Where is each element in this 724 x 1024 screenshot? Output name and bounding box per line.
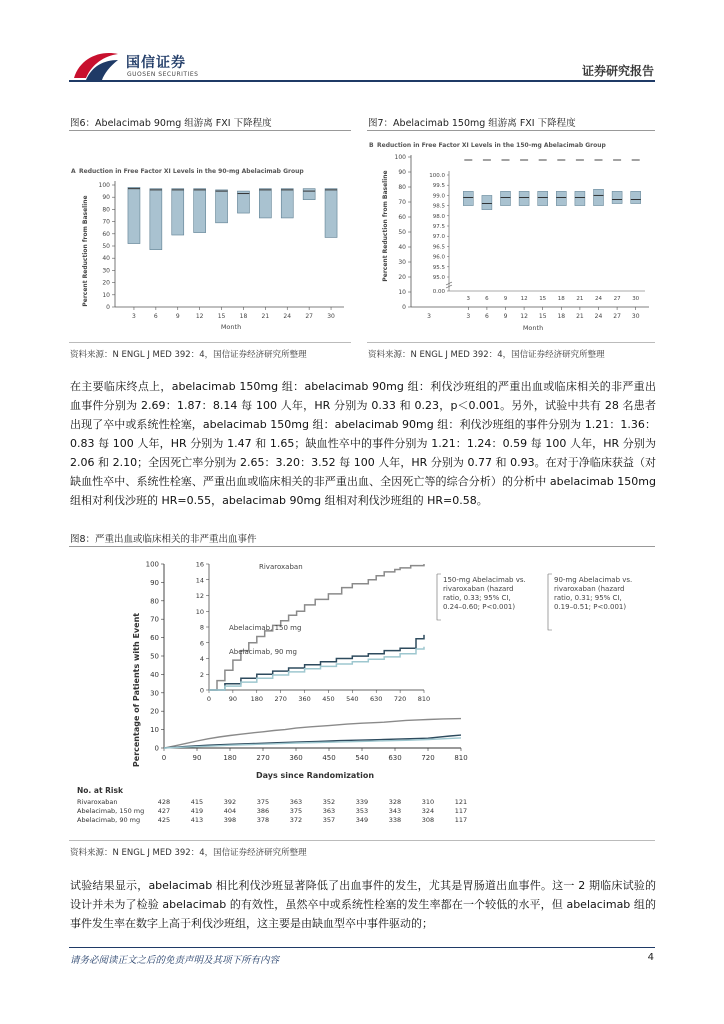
risk-cell: 117	[454, 807, 468, 815]
chartA-bar	[281, 189, 293, 218]
brand-logo	[70, 48, 200, 84]
chartA-xtick-label: 15	[217, 313, 226, 320]
footer-rule	[69, 947, 655, 948]
chartC-inset-xtick-label: 540	[346, 695, 359, 703]
chartB-inset-xtick-label: 24	[595, 296, 602, 302]
chartB-inset-ytick-label: 99.0	[432, 193, 445, 200]
chartB-xtick-label: 27	[613, 313, 621, 320]
risk-cell: 121	[454, 798, 468, 806]
body-paragraph-2: 试验结果显示，abelacimab 相比利伐沙班显著降低了出血事件的发生，尤其是胃肠道出血事件。这一 2 期临床试验的设计并未为了检验 abelacimab 的有效性，虽然卒中或系统性栓塞的发生率都在一个较低的水平，但 abelacimab 组的事件发生率在数字上高于利伐沙班组，这主要是由缺血型卒中事件驱动的；	[70, 879, 656, 930]
risk-row-name: Abelacimab, 150 mg	[77, 807, 145, 815]
chartB-inset-ytick-label: 97.0	[432, 234, 445, 241]
chartC-inset-ytick-label: 0	[199, 686, 204, 695]
chartC-ytick-label: 10	[150, 726, 159, 735]
risk-cell: 415	[190, 798, 204, 806]
chartC-ylabel: Percentage of Patients with Event	[132, 612, 141, 768]
chartA-xtick-label: 3	[132, 313, 136, 320]
chartB-ytick-label: 90	[398, 169, 406, 176]
page-number: 4	[647, 952, 654, 963]
fig6-chart	[69, 131, 351, 341]
chartC-xtick-label: 720	[421, 754, 435, 762]
annotation-150mg-bracket	[437, 574, 441, 620]
chartC-inset-xtick-label: 720	[393, 695, 407, 703]
chartB-box	[463, 191, 473, 205]
chartC-ytick-label: 0	[154, 744, 159, 753]
chartB-inset-xtick-label: 27	[613, 296, 621, 302]
chartC-xtick-label: 540	[355, 754, 369, 762]
chartB-ytick-label: 100	[394, 154, 406, 161]
risk-row-name: Rivaroxaban	[77, 798, 118, 806]
chartC-xtick-label: 0	[161, 754, 167, 762]
chartC-xtick-label: 360	[289, 754, 303, 762]
chartC-ytick-label: 60	[150, 634, 159, 643]
chartB-inset-ytick-label: 0.00	[432, 289, 445, 295]
chartC-ytick-label: 50	[150, 652, 159, 661]
risk-cell: 117	[454, 816, 468, 824]
risk-cell: 419	[190, 807, 204, 815]
chartA-bar	[303, 189, 315, 200]
chartB-box	[519, 191, 529, 205]
report-type: 证券研究报告	[581, 64, 654, 78]
brand-name-cn: 国信证券	[126, 55, 186, 71]
chartB-title: Reduction in Free Factor XI Levels in the 150-mg Abelacimab Group	[377, 142, 606, 149]
chartA-xtick-label: 27	[305, 313, 313, 320]
risk-cell: 378	[256, 816, 270, 824]
chartC-xtick-label: 180	[223, 754, 237, 762]
chartB-inset-ytick-label: 100.0	[429, 173, 445, 179]
chartA-title: Reduction in Free Factor XI Levels in the 90-mg Abelacimab Group	[79, 168, 304, 175]
risk-cell: 392	[223, 798, 237, 806]
chartA-xtick-label: 30	[327, 313, 335, 320]
chartB-inset-ytick-label: 96.0	[432, 254, 445, 261]
risk-cell: 352	[322, 798, 336, 806]
chartA-bar	[172, 189, 184, 235]
fig8-top-rule	[69, 546, 655, 547]
chartA-xtick-label: 6	[153, 313, 158, 320]
risk-cell: 310	[421, 798, 435, 806]
risk-cell: 428	[157, 798, 171, 806]
chartB-inset-xtick-label: 15	[539, 296, 547, 302]
risk-cell: 349	[355, 816, 369, 824]
risk-cell: 386	[256, 807, 270, 815]
chartC-series-label: Abelacimab, 150 mg	[229, 624, 302, 632]
chartA-ytick-label: 50	[102, 243, 110, 250]
risk-cell: 375	[289, 807, 303, 815]
chartC-inset-ytick-label: 10	[195, 607, 204, 616]
chartA-bar	[325, 189, 337, 238]
chartA-xtick-label: 12	[195, 313, 204, 320]
chartC-xlabel: Days since Randomization	[255, 771, 375, 780]
risk-cell: 324	[421, 807, 435, 815]
fig7-bottom-rule	[367, 342, 655, 343]
chartA-xlabel: Month	[220, 323, 242, 331]
chartB-box	[575, 191, 585, 205]
chartA-ytick-label: 60	[102, 230, 110, 238]
chartA-ytick-label: 10	[102, 291, 110, 299]
chartB-ytick-label: 70	[398, 199, 406, 206]
risk-table	[77, 798, 467, 824]
fig8-chart-area	[69, 550, 655, 839]
chartB-inset-xtick-label: 12	[520, 296, 528, 302]
fig7-caption: 图7：Abelacimab 150mg 组游离 FXI 下降程度	[368, 118, 576, 129]
fig8-chart	[69, 550, 655, 835]
chartB-inset-ytick-label: 96.5	[432, 244, 445, 251]
chartC-inset-xtick-label: 90	[228, 695, 238, 703]
annotation-90mg-text: 90-mg Abelacimab vs. rivaroxaban (hazard ratio, 0.31; 95% CI, 0.19–0.51; P<0.001)	[554, 576, 633, 611]
chartC-xtick-label: 810	[454, 754, 468, 762]
risk-cell: 357	[322, 816, 336, 824]
chartC-inset-ytick-label: 16	[195, 560, 204, 569]
chartC-inset-ytick-label: 6	[199, 639, 204, 648]
fig7-chart	[367, 131, 655, 341]
chartA-bar	[237, 191, 249, 213]
chartB-xtick-label: 30	[631, 313, 640, 320]
chartC-inset-ytick-label: 12	[195, 592, 204, 600]
chartA-panel-label: A	[71, 168, 76, 175]
chartB-ytick-label: 60	[398, 214, 406, 221]
chartB-inset-xtick-label: 3	[466, 296, 471, 302]
chartA-bar	[259, 189, 271, 218]
chartA-bar	[150, 189, 162, 250]
chartB-inset-ytick-label: 97.5	[432, 224, 445, 230]
annotation-150mg-text: 150-mg Abelacimab vs. rivaroxaban (hazard ratio, 0.33; 95% CI, 0.24–0.60; P<0.001)	[443, 576, 526, 611]
chartC-inset-xtick-label: 0	[206, 695, 212, 703]
chartA-ytick-label: 90	[102, 194, 110, 202]
chartB-inset-xtick-label: 21	[576, 296, 584, 302]
chartB-box	[594, 189, 604, 205]
chartB-ytick-label: 80	[398, 184, 406, 191]
chartA-xtick-label: 18	[239, 313, 248, 320]
chartB-inset-ytick-label: 99.5	[432, 183, 445, 190]
annotation-90mg-bracket	[548, 574, 552, 630]
risk-table-title: No. at Risk	[77, 786, 123, 795]
chartA-xtick-label: 24	[283, 313, 292, 320]
chartC-inset-ytick-label: 2	[199, 670, 204, 679]
chartC-ytick-label: 20	[150, 707, 159, 716]
fig8-source: 资料来源：N ENGL J MED 392：4，国信证券经济研究所整理	[70, 848, 307, 858]
footer-disclaimer: 请务必阅读正文之后的免责声明及其项下所有内容	[70, 955, 280, 966]
chartA-bar	[216, 190, 228, 223]
risk-cell: 339	[355, 798, 369, 806]
chartB-xtick-label: 15	[538, 313, 547, 320]
risk-cell: 338	[388, 816, 402, 824]
chartC-xtick-label: 450	[322, 754, 336, 762]
chartC-inset-xtick-label: 630	[370, 695, 383, 703]
chartC-series-label: Rivaroxaban	[259, 563, 303, 571]
chartB-box	[556, 191, 566, 205]
chartC-ytick-label: 40	[150, 670, 159, 679]
risk-cell: 363	[289, 798, 303, 806]
chartB-ytick-label: 0	[402, 304, 406, 311]
chartB-xtick-label: 9	[503, 313, 508, 320]
chartB-ylabel: Percent Reduction from Baseline	[382, 170, 389, 282]
chartB-inset-xtick-label: 9	[503, 296, 508, 302]
risk-cell: 398	[223, 816, 237, 824]
annotation-150mg	[443, 576, 526, 611]
risk-cell: 308	[421, 816, 435, 824]
chartA-bar	[128, 187, 140, 243]
chartC-inset-ytick-label: 8	[199, 623, 204, 632]
chartC-inset-xtick-label: 270	[274, 695, 287, 703]
chartC-ytick-label: 90	[150, 578, 159, 587]
chartB-xtick-label: 24	[594, 313, 603, 320]
chartC-inset-ytick-label: 14	[195, 576, 204, 585]
chartA-ytick-label: 0	[106, 304, 110, 311]
risk-cell: 427	[157, 807, 171, 815]
chartA-xtick-label: 21	[261, 313, 270, 320]
chartB-xtick-label: 3	[466, 313, 471, 320]
chartC-ytick-label: 100	[145, 560, 159, 569]
chartB-xtick-label: 6	[484, 313, 489, 320]
risk-cell: 353	[355, 807, 369, 815]
chartC-inset-xtick-label: 360	[298, 695, 311, 703]
chartB-panel-label: B	[369, 142, 374, 149]
chartB-inset-xtick-label: 30	[632, 296, 640, 302]
chartB-box	[631, 191, 641, 203]
chartB-box	[612, 191, 622, 203]
chartC-inset-xtick-label: 180	[250, 695, 263, 703]
brand-name-en: GUOSEN SECURITIES	[127, 71, 199, 78]
fig6-bottom-rule	[69, 342, 351, 343]
chartA-ytick-label: 20	[102, 279, 110, 287]
fig6-source: 资料来源：N ENGL J MED 392：4，国信证券经济研究所整理	[70, 350, 307, 360]
chartA-xtick-label: 9	[175, 313, 180, 320]
chartC-series-label: Abelacimab, 90 mg	[229, 648, 297, 656]
risk-cell: 372	[289, 816, 303, 824]
chartC-ytick-label: 70	[150, 615, 159, 624]
risk-cell: 343	[388, 807, 402, 815]
chartA-ytick-label: 70	[102, 218, 110, 226]
chartA-ytick-label: 100	[98, 182, 110, 189]
chartB-box	[482, 195, 492, 209]
fig8-caption: 图8：严重出血或临床相关的非严重出血事件	[70, 534, 257, 545]
chartA-ytick-label: 40	[102, 255, 110, 263]
chartB-ytick-label: 50	[398, 229, 406, 236]
chartC-xtick-label: 270	[256, 754, 270, 762]
chartB-xlabel: Month	[522, 324, 544, 332]
chartB-box	[538, 191, 548, 205]
chartA-ytick-label: 80	[102, 206, 110, 214]
chartA-ytick-label: 30	[102, 267, 110, 275]
chartB-inset-ytick-label: 95.5	[432, 264, 445, 271]
fig8-bottom-rule	[69, 840, 655, 841]
chartC-xtick-label: 630	[388, 754, 402, 762]
risk-row-name: Abelacimab, 90 mg	[77, 816, 141, 824]
chartB-inset-ytick-label: 95.0	[432, 275, 445, 281]
body-paragraph-1: 在主要临床终点上，abelacimab 150mg 组：abelacimab 90mg 组：利伐沙班组的严重出血或临床相关的非严重出血事件分别为 2.69：1.87：8.14 每 100 人年，HR 分别为 0.33 和 0.23，p＜0.001。另外，试验中共有 28 名患者出现了卒中或系统性栓塞，abelacimab 150mg 组：abelacimab 90mg 组：利伐沙班组的事件分别为 1.21：1.36：0.83 每 100 人年，HR 分别为 1.47 和 1.65；缺血性卒中的事件分别为 1.21：1.24：0.59 每 100 人年，HR 分别为 2.06 和 2.10；全因死亡率分别为 2.65：3.20：3.52 每 100 人年，HR 分别为 0.77 和 0.93。在对于净临床获益（对缺血性卒中、系统性栓塞、严重出血或临床相关的非严重出血、全因死亡等的综合分析）的分析中 abelacimab 150mg 组相对利伐沙班的 HR=0.55，abelacimab 90mg 组相对利伐沙班组的 HR=0.58。	[70, 380, 656, 507]
risk-cell: 328	[388, 798, 402, 806]
risk-cell: 425	[157, 816, 171, 824]
chartB-inset-xtick-label: 18	[557, 296, 565, 302]
chartA-bar	[194, 189, 206, 233]
risk-cell: 404	[223, 807, 237, 815]
risk-cell: 363	[322, 807, 336, 815]
annotation-90mg	[554, 576, 632, 611]
chartB-ytick-label: 20	[398, 274, 406, 281]
chartC-series-line	[164, 719, 461, 748]
chartB-box	[501, 191, 511, 205]
chartB-xtick-label: 21	[576, 313, 584, 320]
fig7-chart-area	[367, 131, 655, 345]
chartC-ytick-label: 30	[150, 689, 159, 698]
chartB-inset-ytick-label: 98.0	[432, 213, 445, 220]
logo-emblem-icon	[70, 48, 122, 84]
chartB-ytick-label: 10	[398, 289, 406, 296]
chartB-xtick-label: 18	[557, 313, 566, 320]
chartC-inset-ytick-label: 4	[199, 655, 204, 663]
chartB-inset-xtick-label: 6	[485, 296, 489, 302]
chartC-xtick-label: 90	[192, 754, 202, 762]
fig6-chart-area	[69, 131, 351, 345]
chartA-ylabel: Percent Reduction from Baseline	[82, 195, 89, 307]
chartB-xtick-label: 12	[520, 313, 528, 320]
chartB-xtick-label-first: 3	[427, 313, 431, 320]
chartB-ytick-label: 40	[398, 244, 406, 251]
risk-cell: 375	[256, 798, 270, 806]
chartC-ytick-label: 80	[150, 597, 159, 606]
risk-cell: 413	[190, 816, 204, 824]
fig6-caption: 图6：Abelacimab 90mg 组游离 FXI 下降程度	[70, 118, 272, 129]
header-rule	[69, 80, 655, 82]
chartB-ytick-label: 30	[398, 259, 406, 266]
chartC-inset-xtick-label: 450	[322, 695, 335, 703]
chartC-inset-xtick-label: 810	[417, 695, 431, 703]
chartB-inset-ytick-label: 98.5	[432, 203, 445, 210]
fig7-source: 资料来源：N ENGL J MED 392：4，国信证券经济研究所整理	[368, 350, 605, 360]
